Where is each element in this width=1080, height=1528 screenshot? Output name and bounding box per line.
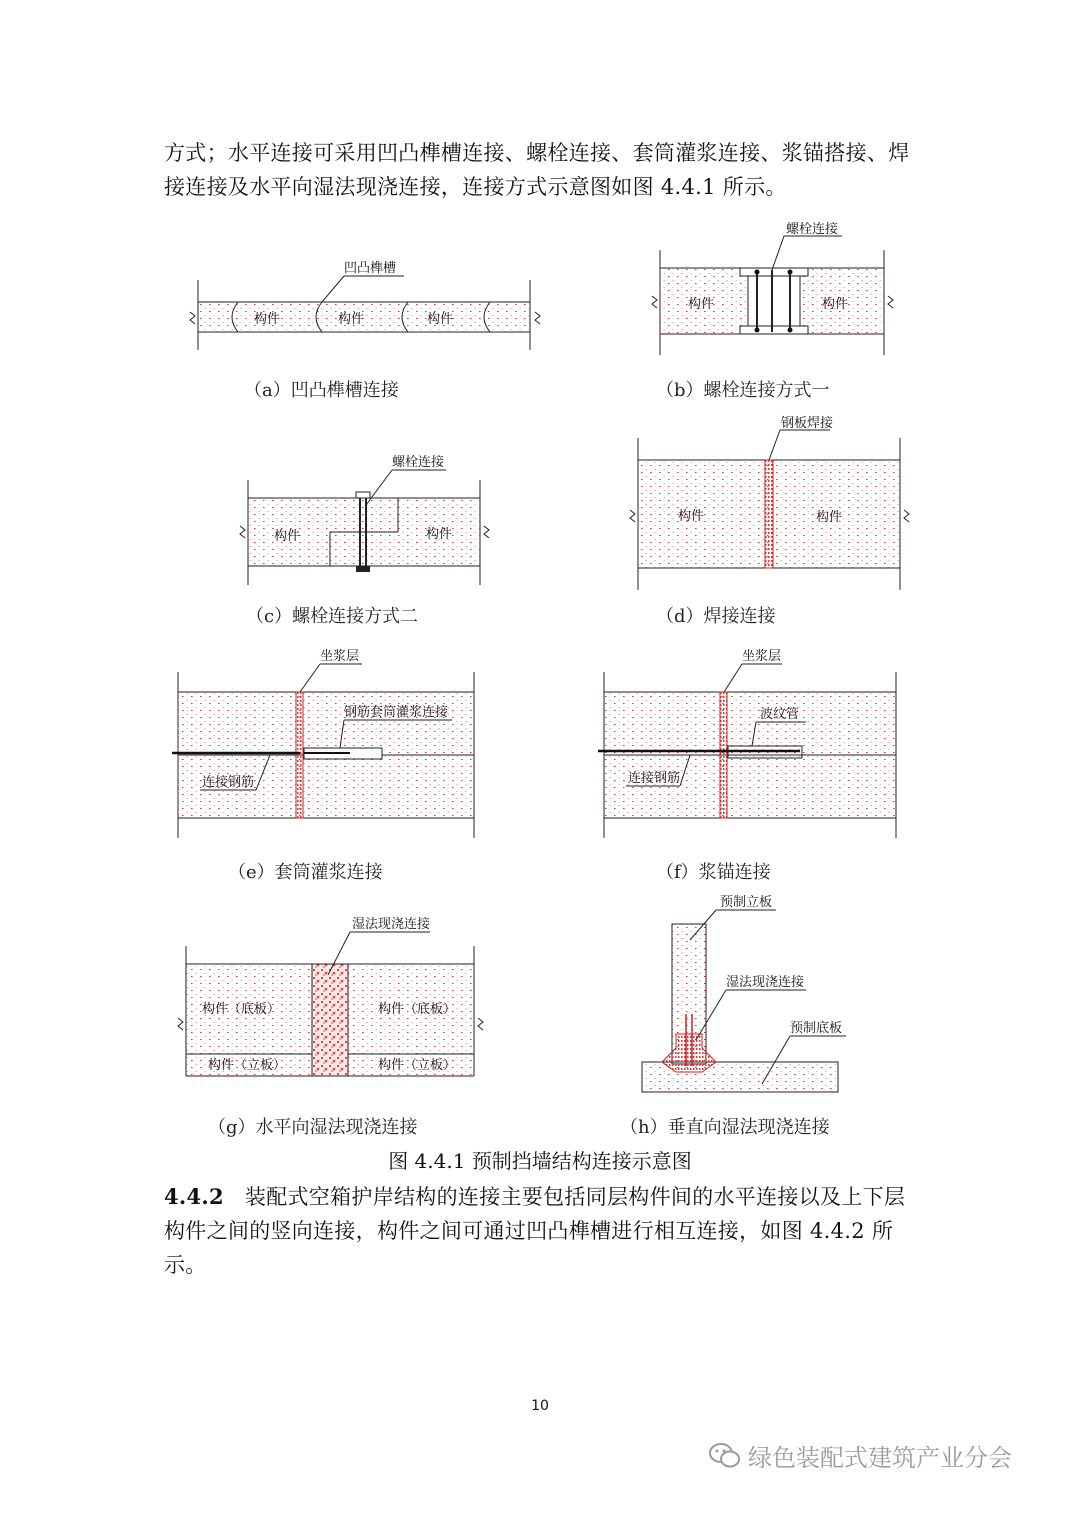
label-wetcast-h: 湿法现浇连接 [726,975,805,990]
label-component-a3: 构件 [427,312,454,327]
clause-number: 4.4.2 [164,1184,224,1209]
diagram-g [178,916,483,1076]
label-sleeve-grout: 钢筋套筒灌浆连接 [344,705,449,720]
label-component-b2: 构件 [822,297,849,312]
label-component-c2: 构件 [426,527,453,542]
caption-g: （g）水平向湿法现浇连接 [208,1117,418,1138]
label-precast-base: 预制底板 [790,1021,843,1036]
label-base-g2: 构件（底板） [378,1002,457,1017]
label-component-a2: 构件 [338,312,365,327]
label-component-d2: 构件 [816,510,843,525]
diagram-d [630,415,909,590]
caption-a: （a）凹凸榫槽连接 [244,380,399,401]
label-tenon-groove: 凹凸榫槽 [344,261,397,276]
label-bolt-c: 螺栓连接 [392,455,445,470]
label-rebar-f: 连接钢筋 [628,771,681,786]
watermark-text: 绿色装配式建筑产业分会 [748,1444,1012,1472]
diagram-h [642,894,846,1092]
label-wall-g2: 构件（立板） [378,1058,457,1073]
caption-b: （b）螺栓连接方式一 [656,380,830,401]
label-bolt-b: 螺栓连接 [786,222,839,237]
watermark [708,1438,1012,1473]
diagram-b [652,221,893,355]
figure-title: 图 4.4.1 预制挡墙结构连接示意图 [388,1149,692,1173]
diagram-a [190,260,540,350]
label-base-g1: 构件（底板） [202,1002,281,1017]
label-component-b1: 构件 [688,297,715,312]
caption-d: （d）焊接连接 [656,606,776,627]
label-corrugated: 波纹管 [760,707,800,722]
label-mortar-e: 坐浆层 [320,649,360,664]
label-wetcast-g: 湿法现浇连接 [352,917,431,932]
caption-h: （h）垂直向湿法现浇连接 [620,1117,830,1138]
label-component-d1: 构件 [678,509,705,524]
clause-text: 装配式空箱护岸结构的连接主要包括同层构件间的水平连接以及上下层构件之间的竖向连接，构件之间可通过凹凸榫槽进行相互连接，如图 4.4.2 所示。 [164,1185,906,1277]
caption-e: （e）套筒灌浆连接 [228,862,383,883]
label-weld: 钢板焊接 [781,416,834,431]
diagram-f [598,648,896,838]
label-wall-g1: 构件（立板） [208,1058,287,1073]
caption-c: （c）螺栓连接方式二 [246,606,419,627]
label-mortar-f: 坐浆层 [742,649,782,664]
paragraph-bottom [164,1180,924,1282]
wechat-icon [708,1441,742,1471]
caption-f: （f）浆锚连接 [656,862,771,883]
label-component-c1: 构件 [274,529,301,544]
page-number: 10 [531,1398,549,1414]
label-component-a1: 构件 [254,312,281,327]
diagram-c [240,454,489,585]
label-precast-wall: 预制立板 [720,895,773,910]
label-rebar-e: 连接钢筋 [202,775,255,790]
paragraph-top: 方式；水平连接可采用凹凸榫槽连接、螺栓连接、套筒灌浆连接、浆锚搭接、焊接连接及水平向湿法现浇连接，连接方式示意图如图 4.4.1 所示。 [164,141,910,199]
diagram-e [172,648,474,838]
